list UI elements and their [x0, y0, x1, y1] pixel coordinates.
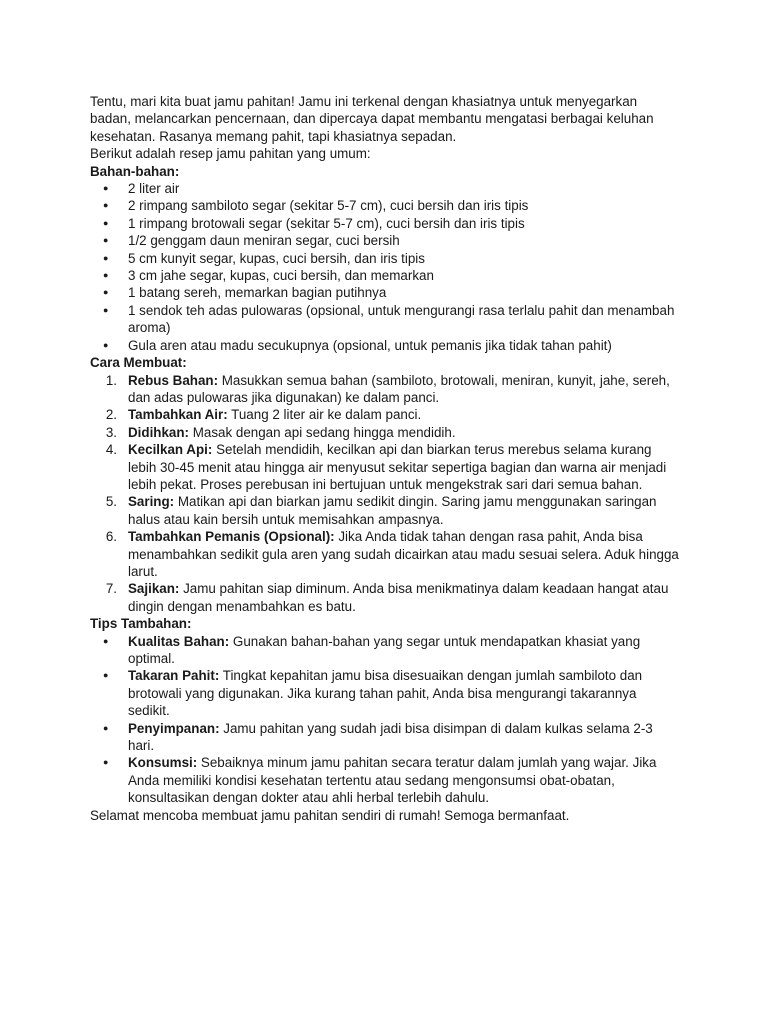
tip-text: Tingkat kepahitan jamu bisa disesuaikan dengan jumlah sambiloto dan brotowali yang digunakan. Jika kurang tahan pahit, Anda bisa mengurangi takarannya sedikit. [128, 668, 643, 719]
step-number: 3. [105, 424, 117, 440]
tip-text: Sebaiknya minum jamu pahitan secara teratur dalam jumlah yang wajar. Jika Anda memiliki kondisi kesehatan tertentu atau sedang mengonsumsi obat-obatan, konsultasikan dengan dokter atau ahli herbal terlebih dahulu. [128, 755, 657, 806]
step-item [90, 372, 680, 407]
tip-item [90, 720, 680, 755]
step-title: Tambahkan Pemanis (Opsional): [128, 529, 335, 545]
step-item [90, 424, 680, 441]
tip-text: Gunakan bahan-bahan yang segar untuk mendapatkan khasiat yang optimal. [128, 633, 641, 666]
tips-list [90, 633, 680, 807]
intro-paragraph: Tentu, mari kita buat jamu pahitan! Jamu ini terkenal dengan khasiatnya untuk menyegarkan badan, melancarkan pencernaan, dan dipercaya dapat membantu mengatasi berbagai keluhan kesehatan. Rasanya memang pahit, tapi khasiatnya sepadan. [90, 94, 654, 144]
step-number: 5. [105, 494, 117, 510]
tip-title: Konsumsi: [128, 755, 198, 771]
step-title: Tambahkan Air: [128, 407, 228, 423]
step-text: Matikan api dan biarkan jamu sedikit dingin. Saring jamu menggunakan saringan halus atau kain bersih untuk memisahkan ampasnya. [128, 494, 657, 527]
tip-item [90, 667, 680, 719]
ingredient-item: ● 5 cm kunyit segar, kupas, cuci bersih, dan iris tipis [90, 250, 680, 267]
step-item [90, 406, 680, 423]
step-text: Setelah mendidih, kecilkan api dan biarkan terus merebus selama kurang lebih 30-45 menit atau hingga air menyusut sekitar sepertiga bagian dan warna air menjadi lebih pekat. Proses perebusan ini bertujuan untuk mengekstrak sari dari semua bahan. [128, 442, 667, 492]
tips-heading: Tips Tambahan: [90, 616, 192, 632]
tip-title: Penyimpanan: [128, 720, 220, 736]
step-item [90, 493, 680, 528]
step-text: Masak dengan api sedang hingga mendidih. [189, 424, 456, 440]
ingredient-item: ● 3 cm jahe segar, kupas, cuci bersih, dan memarkan [90, 267, 680, 284]
step-number: 4. [105, 442, 117, 458]
step-number: 7. [105, 581, 117, 597]
ingredient-item: ● 1 rimpang brotowali segar (sekitar 5-7 cm), cuci bersih dan iris tipis [90, 215, 680, 232]
step-item [90, 528, 680, 580]
ingredient-item: ● 2 liter air [90, 180, 680, 197]
step-number: 1. [105, 372, 117, 388]
step-title: Rebus Bahan: [128, 372, 219, 388]
step-item [90, 441, 680, 493]
ingredient-item: ● Gula aren atau madu secukupnya (opsional, untuk pemanis jika tidak tahan pahit) [90, 337, 680, 354]
ingredient-item: ● 1/2 genggam daun meniran segar, cuci bersih [90, 232, 680, 249]
step-text: Tuang 2 liter air ke dalam panci. [227, 407, 422, 423]
step-number: 6. [105, 529, 117, 545]
step-number: 2. [105, 407, 117, 423]
document-page [90, 93, 680, 824]
tip-item [90, 754, 680, 806]
step-title: Sajikan: [128, 581, 180, 597]
step-item [90, 580, 680, 615]
steps-heading: Cara Membuat: [90, 355, 187, 371]
tip-item [90, 633, 680, 668]
step-title: Saring: [128, 494, 175, 510]
tip-text: Jamu pahitan yang sudah jadi bisa disimpan di dalam kulkas selama 2-3 hari. [128, 720, 653, 754]
step-title: Kecilkan Api: [128, 442, 213, 458]
ingredients-heading: Bahan-bahan: [90, 163, 180, 179]
ingredient-item: ● 2 rimpang sambiloto segar (sekitar 5-7 cm), cuci bersih dan iris tipis [90, 197, 680, 214]
tip-title: Takaran Pahit: [128, 668, 220, 684]
closing-line: Selamat mencoba membuat jamu pahitan sendiri di rumah! Semoga bermanfaat. [90, 807, 570, 823]
step-text: Jika Anda tidak tahan dengan rasa pahit, Anda bisa menambahkan sedikit gula aren yang sudah dicairkan atau madu sesuai selera. Aduk hingga larut. [128, 529, 679, 579]
step-text: Masukkan semua bahan (sambiloto, brotowali, meniran, kunyit, jahe, sereh, dan adas pulowaras jika digunakan) ke dalam panci. [128, 372, 670, 405]
intro-line: Berikut adalah resep jamu pahitan yang umum: [90, 146, 371, 162]
steps-list [90, 372, 680, 616]
ingredient-item: ● 1 sendok teh adas pulowaras (opsional, untuk mengurangi rasa terlalu pahit dan menambah aroma) [90, 302, 680, 337]
tip-title: Kualitas Bahan: [128, 633, 230, 649]
step-title: Didihkan: [128, 424, 190, 440]
ingredient-item: ● 1 batang sereh, memarkan bagian putihnya [90, 284, 680, 301]
ingredients-list [90, 180, 680, 354]
step-text: Jamu pahitan siap diminum. Anda bisa menikmatinya dalam keadaan hangat atau dingin dengan menambahkan es batu. [128, 581, 669, 614]
